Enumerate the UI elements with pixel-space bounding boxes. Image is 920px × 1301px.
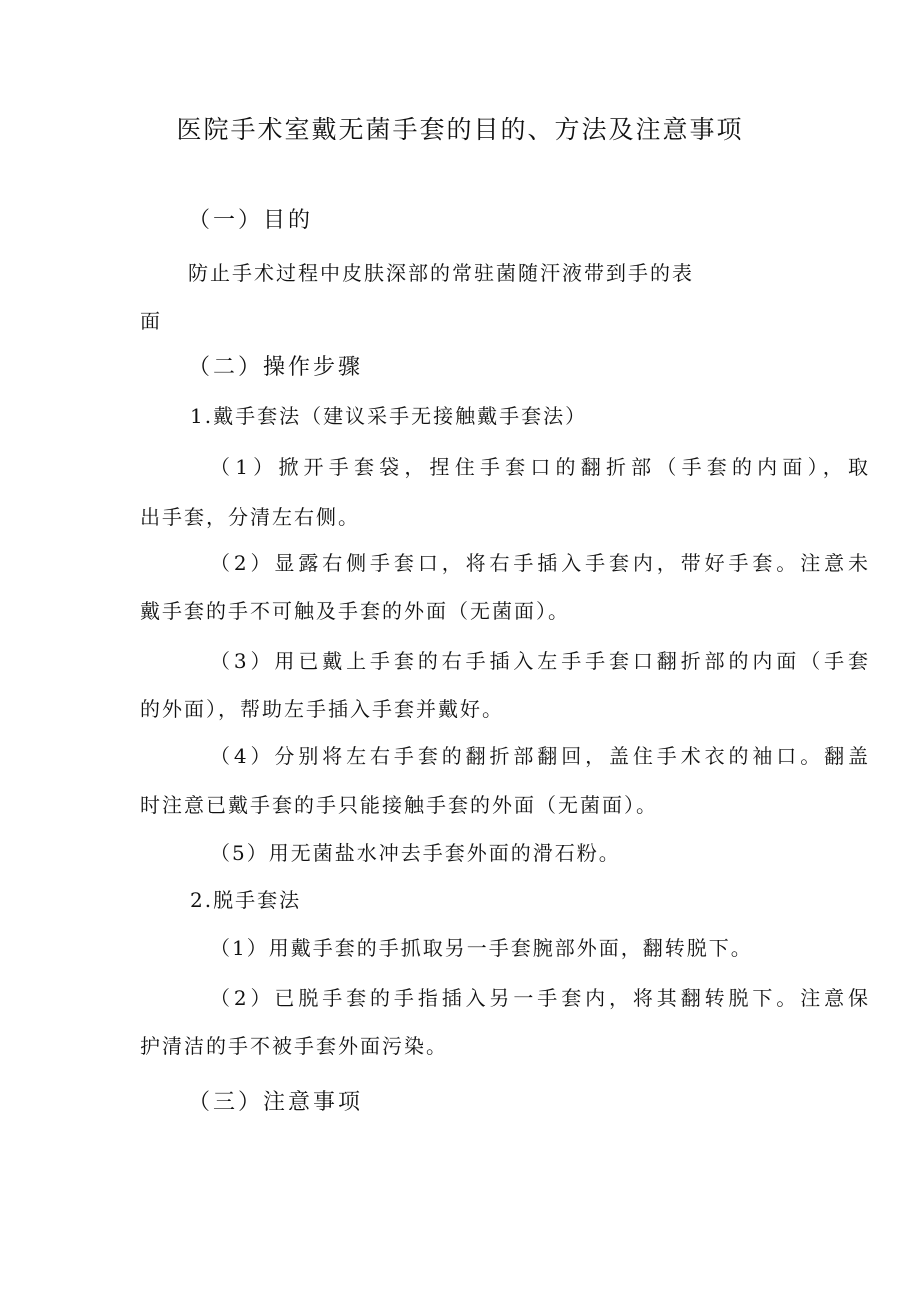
step-line: （1）掀开手套袋，捏住手套口的翻折部（手套的内面），取 (210, 455, 870, 479)
step-line: 出手套，分清左右侧。 (140, 505, 360, 529)
step-line: （4）分别将左右手套的翻折部翻回，盖住手术衣的袖口。翻盖 (210, 744, 870, 768)
step-line: （1）用戴手套的手抓取另一手套腕部外面，翻转脱下。 (210, 936, 753, 960)
step-line: （2）显露右侧手套口，将右手插入手套内，带好手套。注意未 (210, 551, 870, 575)
step-line: 时注意已戴手套的手只能接触手套的外面（无菌面）。 (140, 793, 658, 817)
document-title: 医院手术室戴无菌手套的目的、方法及注意事项 (176, 115, 744, 144)
section-heading-purpose: （一）目的 (188, 208, 314, 233)
step-line: 的外面），帮助左手插入手套并戴好。 (140, 697, 504, 721)
section-heading-precautions: （三）注意事项 (188, 1090, 364, 1115)
step-line: （2）已脱手套的手指插入另一手套内，将其翻转脱下。注意保 (210, 986, 870, 1010)
method-heading-removal: 2.脱手套法 (190, 888, 302, 912)
purpose-paragraph-line: 防止手术过程中皮肤深部的常驻菌随汗液带到手的表 (188, 261, 694, 285)
method-heading-donning: 1.戴手套法（建议采手无接触戴手套法） (190, 404, 588, 428)
step-line: 护清洁的手不被手套外面污染。 (140, 1034, 448, 1058)
step-line: （5）用无菌盐水冲去手套外面的滑石粉。 (210, 841, 621, 865)
step-line: 戴手套的手不可触及手套的外面（无菌面）。 (140, 599, 570, 623)
purpose-paragraph-line: 面 (140, 309, 162, 333)
section-heading-steps: （二）操作步骤 (188, 355, 364, 380)
step-line: （3）用已戴上手套的右手插入左手手套口翻折部的内面（手套 (210, 649, 870, 673)
